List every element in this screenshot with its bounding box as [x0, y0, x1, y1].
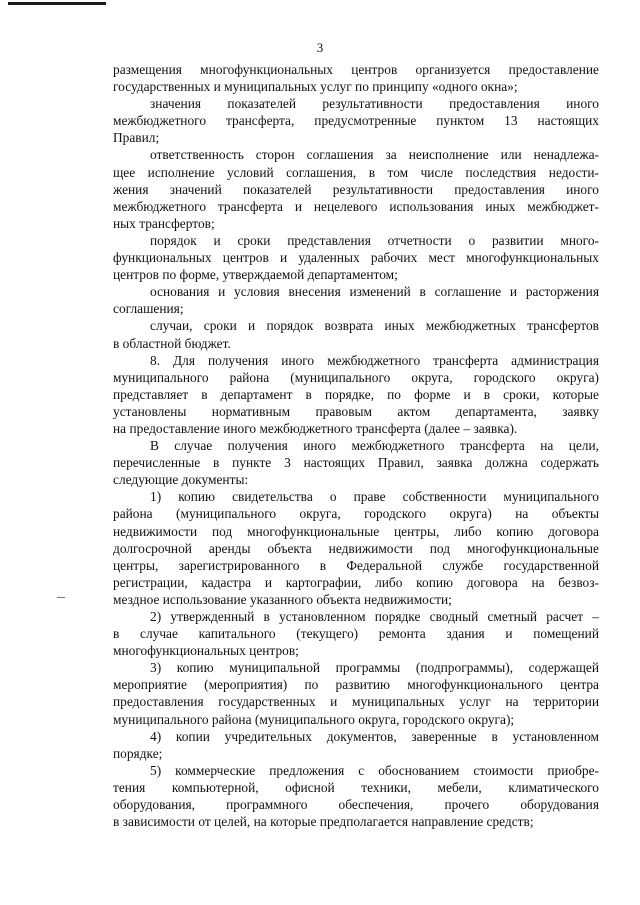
- text-line: следующие документы:: [113, 472, 249, 488]
- text-line: долгосрочной аренды объекта недвижимости под многофункциональные: [113, 540, 599, 556]
- margin-mark: [57, 597, 65, 598]
- text-line: района (муниципального округа, городского округа) на объекты: [113, 506, 599, 522]
- text-line: многофункциональных центров;: [113, 643, 299, 659]
- text-line: мероприятие (мероприятия) по развитию многофункционального центра: [113, 677, 599, 693]
- text-line: жения значений показателей результативности предоставления иного: [113, 181, 599, 197]
- text-line: значения показателей результативности предоставления иного: [150, 96, 599, 112]
- text-line: В случае получения иного межбюджетного трансферта на цели,: [150, 438, 599, 454]
- header-rule: [8, 2, 106, 5]
- text-line: центров по форме, утверждаемой департаментом;: [113, 267, 398, 283]
- text-line: 5) коммерческие предложения с обоснованием стоимости приобре-: [150, 762, 599, 778]
- text-line: 2) утвержденный в установленном порядке сводный сметный расчет –: [150, 609, 599, 624]
- text-line: случаи, сроки и порядок возврата иных межбюджетных трансфертов: [150, 318, 599, 334]
- text-line: соглашения;: [113, 301, 184, 317]
- text-line: центры, зарегистрированного в Федеральной службе государственной: [113, 557, 599, 573]
- text-line: ных трансфертов;: [113, 215, 215, 231]
- text-line: 8. Для получения иного межбюджетного трансферта администрация: [150, 352, 599, 368]
- text-line: в случае капитального (текущего) ремонта здания и помещений: [113, 626, 599, 642]
- text-line: межбюджетного трансферта и нецелевого использования иных межбюджет-: [113, 198, 599, 214]
- document-body: [113, 61, 599, 830]
- text-line: муниципального района (муниципального округа, городского округа): [113, 369, 599, 385]
- text-line: перечисленные в пункте 3 настоящих Правил, заявка должна содержать: [113, 455, 599, 471]
- text-line: порядке;: [113, 745, 163, 761]
- text-line: ответственность сторон соглашения за неисполнение или ненадлежа-: [150, 147, 599, 163]
- text-line: предоставления государственных и муниципальных услуг на территории: [113, 694, 599, 710]
- text-line: функциональных центров и удаленных рабочих мест многофункциональных: [113, 250, 599, 266]
- text-line: оборудования, программного обеспечения, прочего оборудования: [113, 797, 599, 813]
- text-line: мездное использование указанного объекта недвижимости;: [113, 591, 452, 607]
- text-line: в зависимости от целей, на которые предполагается направление средств;: [113, 814, 534, 830]
- text-line: муниципального района (муниципального округа, городского округа);: [113, 711, 515, 727]
- text-line: представляет в департамент в порядке, по форме и в сроки, которые: [113, 386, 599, 402]
- text-line: недвижимости под многофункциональные центры, либо копию договора: [113, 523, 599, 539]
- text-line: 4) копии учредительных документов, заверенные в установленном: [150, 728, 599, 744]
- text-line: размещения многофункциональных центров организуется предоставление: [113, 62, 599, 77]
- text-line: на предоставление иного межбюджетного трансферта (далее – заявка).: [113, 420, 518, 436]
- text-line: в областной бюджет.: [113, 335, 231, 351]
- text-line: тения компьютерной, офисной техники, мебели, климатического: [113, 779, 599, 795]
- text-line: 3) копию муниципальной программы (подпрограммы), содержащей: [150, 660, 599, 676]
- text-line: государственных и муниципальных услуг по принципу «одного окна»;: [113, 79, 518, 95]
- text-line: 1) копию свидетельства о праве собственности муниципального: [150, 489, 599, 505]
- page-number: 3: [316, 40, 324, 55]
- text-line: Правил;: [113, 130, 160, 146]
- text-line: межбюджетного трансферта, предусмотренные пунктом 13 настоящих: [113, 113, 599, 129]
- text-line: установлены нормативным правовым актом департамента, заявку: [113, 403, 599, 419]
- text-line: регистрации, кадастра и картографии, либо копию договора на безвоз-: [113, 574, 599, 590]
- text-line: основания и условия внесения изменений в соглашение и расторжения: [150, 284, 599, 300]
- text-line: порядок и сроки представления отчетности о развитии много-: [150, 232, 599, 248]
- text-line: щее исполнение условий соглашения, в том числе последствия недости-: [113, 164, 599, 180]
